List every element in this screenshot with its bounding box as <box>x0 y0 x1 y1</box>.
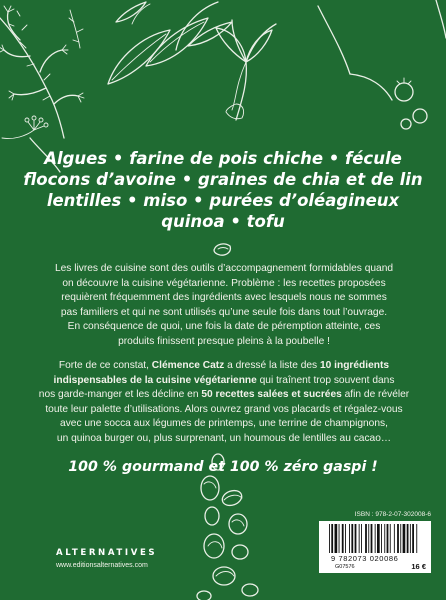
description-paragraph <box>36 359 412 447</box>
ingredients-line-2: flocons d’avoine • graines de chia et de lin <box>23 170 423 189</box>
intro-line: Les livres de cuisine sont des outils d’accompagnement formidables quand <box>54 263 394 274</box>
intro-line: produits finissent presque pleins à la poubelle ! <box>118 335 330 347</box>
barcode-bar <box>371 524 373 553</box>
intro-paragraph <box>36 262 412 350</box>
barcode-bar <box>384 524 385 553</box>
barcode-bar <box>351 524 353 553</box>
barcode-bar <box>355 524 357 553</box>
barcode-bar <box>416 524 417 553</box>
chickpea-icon <box>214 244 230 255</box>
ingredients-line-3: lentilles • miso • purées d’oléagineux <box>46 191 400 210</box>
description-line: nos garde-manger et les décline en 50 recettes salées et sucrées afin de révéler <box>38 389 410 401</box>
barcode-bar <box>335 524 338 553</box>
intro-line: on découvre la cuisine végétarienne. Problème : les recettes proposées <box>62 277 386 289</box>
barcode-bar <box>387 524 389 553</box>
description-line: un quinoa burger ou, plus surprenant, un houmous de lentilles au cacao… <box>56 432 392 444</box>
barcode-bar <box>345 524 346 553</box>
barcode-bar <box>377 524 380 553</box>
barcode-bar <box>375 524 376 553</box>
barcode-bar <box>381 524 382 553</box>
barcode-code: G07576 <box>335 564 355 570</box>
barcode-bar <box>359 524 360 553</box>
barcode-bar <box>403 524 406 553</box>
barcode-bar <box>390 524 391 553</box>
barcode-bar <box>368 524 369 553</box>
slogan: 100 % gourmand et 100 % zéro gaspi ! <box>68 459 378 475</box>
barcode-bar <box>329 524 330 553</box>
barcode-bar <box>349 524 350 553</box>
barcode-bar <box>410 524 411 553</box>
barcode-bar <box>412 524 414 553</box>
barcode-bar <box>400 524 401 553</box>
barcode <box>319 521 431 573</box>
intro-line: pas familiers et qui ne sont utilisés qu’une seule fois dans tout l’ouvrage. <box>60 306 388 318</box>
berries-icon <box>318 0 446 129</box>
description-line: toute leur palette d’utilisations. Alors ouvrez grand vos placards et régalez-vous <box>45 403 403 415</box>
description-line: indispensables de la cuisine végétarienne qui traînent trop souvent dans <box>53 374 395 386</box>
publisher-website: www.editionsalternatives.com <box>56 562 148 569</box>
barcode-bar <box>331 524 333 553</box>
barcode-bar <box>342 524 344 553</box>
ingredients-list <box>0 148 446 232</box>
intro-line: En conséquence de quoi, une fois la date de péremption atteinte, ces <box>67 321 381 333</box>
seed-pods-icon <box>108 2 232 84</box>
barcode-bar <box>407 524 409 553</box>
barcode-bar <box>365 524 367 553</box>
ingredients-line-4: quinoa • tofu <box>161 212 285 231</box>
barcode-bar <box>394 524 395 553</box>
isbn-label: ISBN : 978-2-07-302008-6 <box>354 511 431 518</box>
ingredients-line-1: Algues • farine de pois chiche • fécule <box>44 149 402 168</box>
barcode-number: 9 782073 020086 <box>331 554 399 563</box>
publisher-logo: ALTERNATIVES <box>56 548 158 558</box>
intro-line: requièrent fréquemment des ingrédients avec lesquels nous ne sommes <box>61 292 387 304</box>
description-line: avec une socca aux légumes de printemps, une terrine de champignons, <box>60 418 388 430</box>
price: 16 € <box>411 562 426 571</box>
beans-cluster-icon <box>197 454 258 600</box>
barcode-bar <box>339 524 340 553</box>
barcode-bar <box>361 524 362 553</box>
description-line: Forte de ce constat, Clémence Catz a dressé la liste des 10 ingrédients <box>58 360 390 371</box>
barcode-bar <box>397 524 399 553</box>
author-name: Clémence Catz <box>151 360 225 371</box>
barcode-bars <box>319 521 431 555</box>
seaweed-icon <box>216 20 276 120</box>
